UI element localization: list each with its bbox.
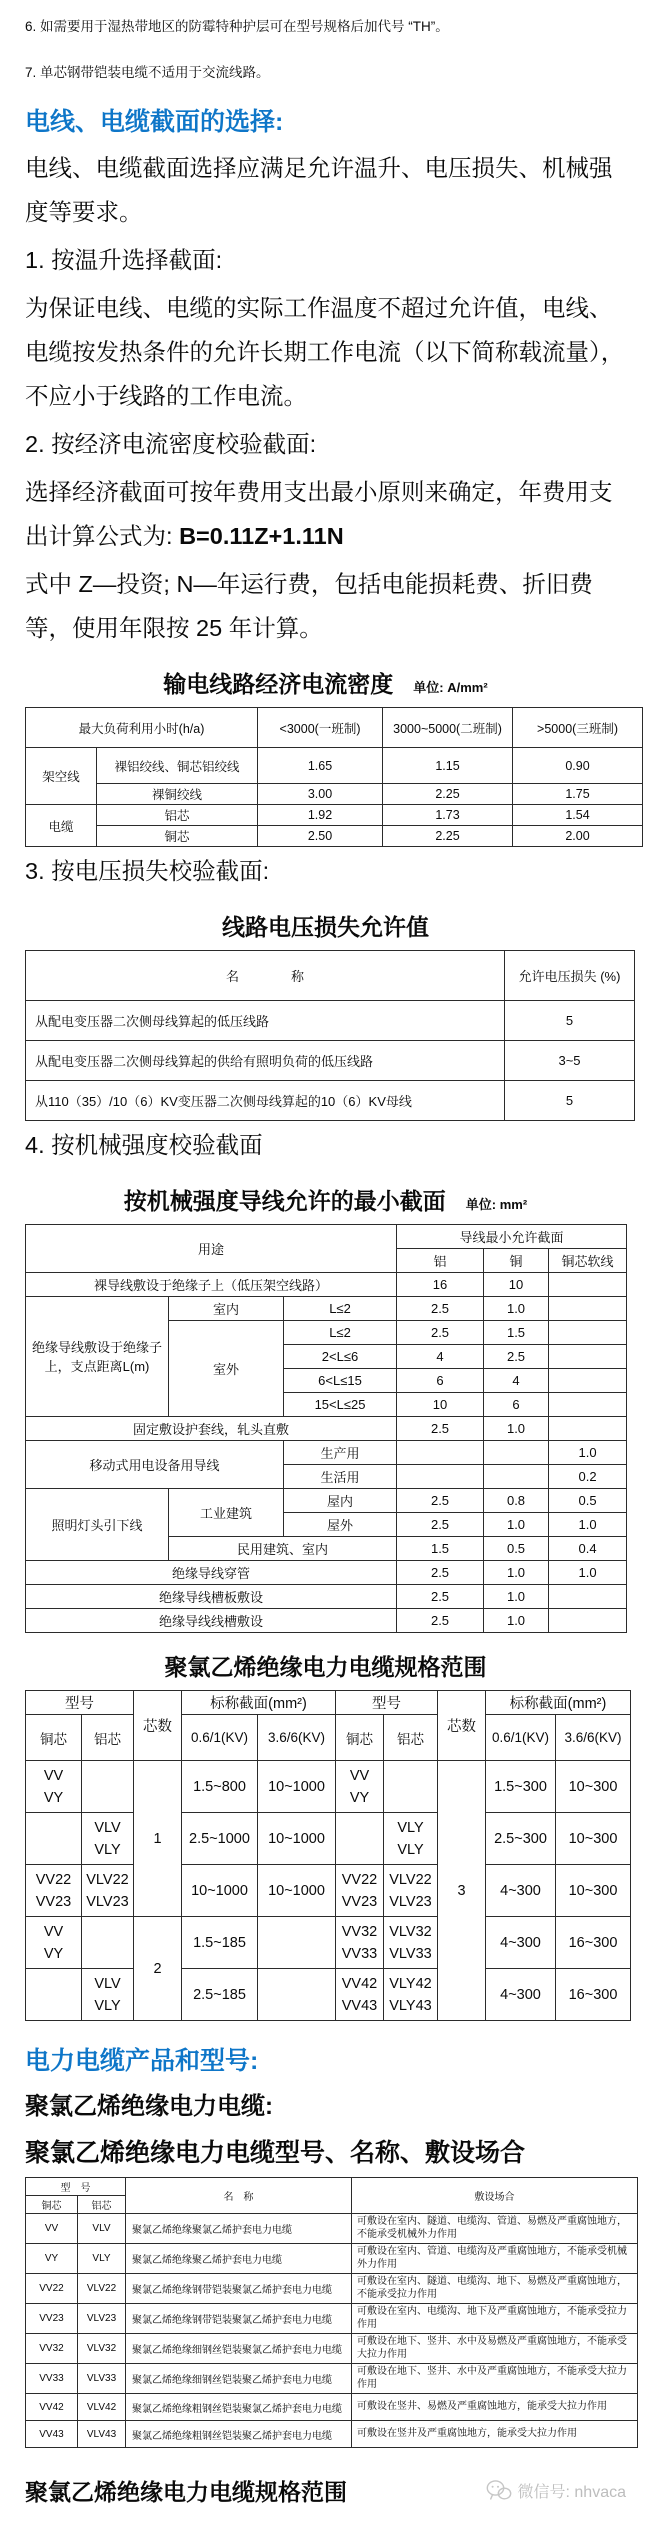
heading-pvc-cable: 聚氯乙烯绝缘电力电缆: <box>25 2093 273 2120</box>
table-row <box>26 2421 638 2448</box>
table-row <box>26 2178 638 2196</box>
cell-place: 可敷设在室内、管道、电缆沟及严重腐蚀地方，不能承受机械外力作用 <box>352 2244 638 2274</box>
cell-model: VLV33 <box>78 2364 126 2394</box>
heading-sub-2: 2. 按经济电流密度校验截面: <box>25 431 317 457</box>
heading-pvc-cable-model-table: 聚氯乙烯绝缘电力电缆型号、名称、敷设场合 <box>25 2139 526 2167</box>
cell-model: VLV43 <box>78 2421 126 2448</box>
cell-model: VV <box>26 2214 78 2244</box>
cell-empty <box>258 1917 336 1969</box>
cell-empty <box>26 1969 82 2021</box>
paragraph-intro: 电线、电缆截面选择应满足允许温升、电压损失、机械强度等要求。 <box>25 155 613 225</box>
cell: 1.75 <box>513 784 643 805</box>
cell-empty <box>549 1345 627 1369</box>
paragraph-economic <box>25 470 626 558</box>
cell-empty <box>549 1585 627 1609</box>
cell-place: 可敷设在室内、电缆沟、地下及严重腐蚀地方，不能承受拉力作用 <box>352 2304 638 2334</box>
cell: 10~300 <box>556 1865 631 1917</box>
cell: L≤2 <box>284 1321 397 1345</box>
cell-model: VV43 <box>26 2421 78 2448</box>
cell-header: 名 称 <box>126 2178 352 2214</box>
cell-model: VV42 <box>26 2394 78 2421</box>
table-row <box>26 1865 631 1917</box>
cell-use: 绝缘导线槽板敷设 <box>26 1585 397 1609</box>
watermark <box>485 2479 627 2502</box>
heading-section-selection: 电线、电缆截面的选择: <box>25 108 284 136</box>
cell: 2.5 <box>397 1489 484 1513</box>
cell: 2.5 <box>397 1321 484 1345</box>
cell: 1.15 <box>383 748 513 784</box>
mechanical-strength-min-section-table <box>25 1224 627 1633</box>
paragraph-formula-note: 式中 Z—投资; N—年运行费，包括电能损耗费、折旧费等，使用年限按 25 年计算。 <box>25 571 593 641</box>
cell-use: 固定敷设护套线，轧头直敷 <box>26 1417 397 1441</box>
cell-model: VLV <box>78 2214 126 2244</box>
table2-title: 线路电压损失允许值 <box>222 914 429 940</box>
cell: 4~300 <box>486 1969 556 2021</box>
cell-model: VV22 <box>26 2274 78 2304</box>
note-6: 6. 如需要用于湿热带地区的防霉特种护层可在型号规格后加代号 “TH”。 <box>25 19 449 34</box>
cell-models: VV VY <box>336 1761 384 1813</box>
cell-model: VLV23 <box>78 2304 126 2334</box>
cell-place: 可敷设在竖井及严重腐蚀地方，能承受大拉力作用 <box>352 2421 638 2448</box>
table1-unit-label: 单位: A/mm² <box>413 680 488 695</box>
cell: 1.0 <box>484 1417 549 1441</box>
cell: 1.54 <box>513 805 643 826</box>
cell: 4~300 <box>486 1917 556 1969</box>
cell-name: 聚氯乙烯绝缘钢带铠装聚氯乙烯护套电力电缆 <box>126 2304 352 2334</box>
cell: 2.5 <box>397 1609 484 1633</box>
cell-models: VLV32 VLV33 <box>384 1917 438 1969</box>
cell-model: VLV22 <box>78 2274 126 2304</box>
heading-sub-1: 1. 按温升选择截面: <box>25 247 223 273</box>
cell-group: 架空线 <box>26 748 97 805</box>
cell-name: 聚氯乙烯绝缘粗钢丝铠装聚乙烯护套电力电缆 <box>126 2421 352 2448</box>
cell: 16~300 <box>556 1917 631 1969</box>
cell: 10~1000 <box>182 1865 258 1917</box>
cell: 裸铜绞线 <box>97 784 258 805</box>
cell: 从配电变压器二次侧母线算起的供给有照明负荷的低压线路 <box>26 1041 505 1081</box>
table-row <box>26 2334 638 2364</box>
cell: 1.0 <box>484 1609 549 1633</box>
cell: 0.5 <box>549 1489 627 1513</box>
table-row <box>26 2394 638 2421</box>
cell-use: 民用建筑、室内 <box>169 1537 397 1561</box>
cell-empty <box>397 1465 484 1489</box>
table-row <box>26 1813 631 1865</box>
cell-header: 铜 <box>484 1249 549 1273</box>
cell-name: 聚氯乙烯绝缘钢带铠装聚氯乙烯护套电力电缆 <box>126 2274 352 2304</box>
cell-models: VV32 VV33 <box>336 1917 384 1969</box>
pvc-cable-model-name-table <box>25 2177 638 2448</box>
cell-group: 移动式用电设备用导线 <box>26 1441 284 1489</box>
cell-cores: 3 <box>438 1761 486 2021</box>
cell: 4~300 <box>486 1865 556 1917</box>
cell: 16 <box>397 1273 484 1297</box>
table1-title: 输电线路经济电流密度 <box>163 671 394 697</box>
caption-voltage-loss <box>25 909 626 942</box>
cell-models: VV VY <box>26 1761 82 1813</box>
table-row <box>26 1917 631 1969</box>
cell: 2.5 <box>397 1513 484 1537</box>
cell: 0.2 <box>549 1465 627 1489</box>
cell: 10~1000 <box>258 1865 336 1917</box>
cell: 1.0 <box>484 1513 549 1537</box>
cell-empty <box>258 1969 336 2021</box>
cell-empty <box>397 1441 484 1465</box>
table-row <box>26 1691 631 1715</box>
heading-sub-4: 4. 按机械强度校验截面 <box>25 1132 263 1158</box>
cell-header: 芯数 <box>438 1691 486 1761</box>
cell: 铝芯 <box>97 805 258 826</box>
cell-empty <box>336 1813 384 1865</box>
cell-header: 铝芯 <box>384 1715 438 1761</box>
cell: 1.5 <box>397 1537 484 1561</box>
note-7: 7. 单芯钢带铠装电缆不适用于交流线路。 <box>25 65 270 80</box>
caption-spec-range <box>25 1649 626 1682</box>
cell-header: >5000(三班制) <box>513 708 643 748</box>
cell: 1.0 <box>549 1513 627 1537</box>
cell: 2.5~185 <box>182 1969 258 2021</box>
table-row <box>26 1441 627 1465</box>
table-row <box>26 2214 638 2244</box>
caption-economic-current-density <box>25 666 626 699</box>
table-row <box>26 1609 627 1633</box>
table-row <box>26 1225 627 1249</box>
cell: 2.5~1000 <box>182 1813 258 1865</box>
cell-empty <box>82 1917 134 1969</box>
cell-model: VV23 <box>26 2304 78 2334</box>
cell: 1.0 <box>484 1561 549 1585</box>
paragraph-temp-rise: 为保证电线、电缆的实际工作温度不超过允许值，电线、电缆按发热条件的允许长期工作电流（以下简称载流量），不应小于线路的工作电流。 <box>25 295 625 409</box>
table-row <box>26 1081 635 1121</box>
wechat-icon <box>485 2479 512 2502</box>
table-row <box>26 2304 638 2334</box>
cell: 生产用 <box>284 1441 397 1465</box>
cell: 3.00 <box>258 784 383 805</box>
table-row <box>26 805 643 826</box>
cell: 2.5 <box>484 1345 549 1369</box>
cell: 6 <box>484 1393 549 1417</box>
cell: 生活用 <box>284 1465 397 1489</box>
cell: 10~1000 <box>258 1813 336 1865</box>
cell-use: 绝缘导线穿管 <box>26 1561 397 1585</box>
table3-unit-label: 单位: mm² <box>465 1197 528 1212</box>
cell: 3~5 <box>505 1041 635 1081</box>
cell-models: VV VY <box>26 1917 82 1969</box>
cell-models: VLY42 VLY43 <box>384 1969 438 2021</box>
formula-annual-cost: B=0.11Z+1.11N <box>179 523 344 549</box>
heading-sub-3: 3. 按电压损失校验截面: <box>25 858 270 884</box>
cell: 2<L≤6 <box>284 1345 397 1369</box>
cell: 1.73 <box>383 805 513 826</box>
cell: 5 <box>505 1081 635 1121</box>
cell-place: 可敷设在地下、竖井、水中及易燃及严重腐蚀地方，不能承受大拉力作用 <box>352 2334 638 2364</box>
cell: 2.00 <box>513 826 643 847</box>
paragraph-economic-text: 选择经济截面可按年费用支出最小原则来确定，年费用支出计算公式为: <box>25 479 613 549</box>
cell: 4 <box>397 1345 484 1369</box>
cell-header: <3000(一班制) <box>258 708 383 748</box>
cell-models: VLV VLY <box>82 1969 134 2021</box>
cell-header: 型号 <box>26 1691 134 1715</box>
cell: 10 <box>397 1393 484 1417</box>
cell-group: 照明灯头引下线 <box>26 1489 169 1561</box>
cell-header: 最大负荷利用小时(h/a) <box>26 708 258 748</box>
cell: 1.0 <box>549 1441 627 1465</box>
cell: 5 <box>505 1001 635 1041</box>
cell-models: VV42 VV43 <box>336 1969 384 2021</box>
table-row <box>26 1417 627 1441</box>
cell-header: 用途 <box>26 1225 397 1273</box>
cell-models: VLY VLY <box>384 1813 438 1865</box>
table-row <box>26 2274 638 2304</box>
cell-header: 型号 <box>336 1691 438 1715</box>
cell: 0.8 <box>484 1489 549 1513</box>
table-row <box>26 951 635 1001</box>
cell: 1.92 <box>258 805 383 826</box>
cell-models: VLV22 VLV23 <box>82 1865 134 1917</box>
table-row <box>26 748 643 784</box>
table4-title: 聚氯乙烯绝缘电力电缆规格范围 <box>164 1654 487 1680</box>
table-row <box>26 1969 631 2021</box>
cell: 10~1000 <box>258 1761 336 1813</box>
cell-header: 型 号 <box>26 2178 126 2196</box>
table3-title: 按机械强度导线允许的最小截面 <box>123 1188 446 1214</box>
cell-name: 聚氯乙烯绝缘细钢丝铠装聚乙烯护套电力电缆 <box>126 2364 352 2394</box>
cell: 从配电变压器二次侧母线算起的低压线路 <box>26 1001 505 1041</box>
cell: 1.0 <box>484 1297 549 1321</box>
cell: 1.65 <box>258 748 383 784</box>
cell-empty <box>384 1761 438 1813</box>
cell-model: VLY <box>78 2244 126 2274</box>
table-row <box>26 2244 638 2274</box>
cell-header: 铜芯 <box>26 1715 82 1761</box>
cell: 10~300 <box>556 1813 631 1865</box>
cell-header: 铝芯 <box>78 2196 126 2214</box>
cell-header: 0.6/1(KV) <box>182 1715 258 1761</box>
cell-empty <box>26 1813 82 1865</box>
cell-use: 裸导线敷设于绝缘子上（低压架空线路） <box>26 1273 397 1297</box>
cell: 屋内 <box>284 1489 397 1513</box>
cell: 0.5 <box>484 1537 549 1561</box>
cell: 铜芯 <box>97 826 258 847</box>
cell-header: 标称截面(mm²) <box>182 1691 336 1715</box>
cell-header: 导线最小允许截面 <box>397 1225 627 1249</box>
cell-header: 0.6/1(KV) <box>486 1715 556 1761</box>
footer <box>25 2474 626 2507</box>
cell: 1.5~800 <box>182 1761 258 1813</box>
cell-header: 名 称 <box>26 951 505 1001</box>
cell: 15<L≤25 <box>284 1393 397 1417</box>
table-row <box>26 1715 631 1761</box>
cell-empty <box>549 1297 627 1321</box>
cell: 2.5~300 <box>486 1813 556 1865</box>
table-row <box>26 1585 627 1609</box>
cell-models: VLV VLY <box>82 1813 134 1865</box>
cell-header: 3.6/6(KV) <box>556 1715 631 1761</box>
cell-empty <box>549 1321 627 1345</box>
cell: 屋外 <box>284 1513 397 1537</box>
cell: 0.90 <box>513 748 643 784</box>
cell-name: 聚氯乙烯绝缘聚乙烯护套电力电缆 <box>126 2244 352 2274</box>
cell: 6<L≤15 <box>284 1369 397 1393</box>
cell: 6 <box>397 1369 484 1393</box>
cell-empty <box>484 1441 549 1465</box>
cell: 1.5~185 <box>182 1917 258 1969</box>
cell: 室内 <box>169 1297 284 1321</box>
cell-models: VV22 VV23 <box>336 1865 384 1917</box>
economic-current-density-table <box>25 707 643 847</box>
cell-group: 工业建筑 <box>169 1489 284 1537</box>
cell-header: 允许电压损失 (%) <box>505 951 635 1001</box>
table-row <box>26 1489 627 1513</box>
cell: 1.5 <box>484 1321 549 1345</box>
cell-empty <box>484 1465 549 1489</box>
cell-name: 聚氯乙烯绝缘粗钢丝铠装聚氯乙烯护套电力电缆 <box>126 2394 352 2421</box>
cell: 2.25 <box>383 826 513 847</box>
cell: 2.5 <box>397 1417 484 1441</box>
cell: 2.5 <box>397 1561 484 1585</box>
cell-model: VV32 <box>26 2334 78 2364</box>
cell-empty <box>82 1761 134 1813</box>
cell: 2.5 <box>397 1297 484 1321</box>
cell: L≤2 <box>284 1297 397 1321</box>
pvc-cable-spec-range-table <box>25 1690 631 2021</box>
cell: 4 <box>484 1369 549 1393</box>
cell-empty <box>549 1369 627 1393</box>
cell: 10 <box>484 1273 549 1297</box>
cell-header: 标称截面(mm²) <box>486 1691 631 1715</box>
cell-models: VV22 VV23 <box>26 1865 82 1917</box>
cell: 从110（35）/10（6）KV变压器二次侧母线算起的10（6）KV母线 <box>26 1081 505 1121</box>
cell-place: 可敷设在室内、隧道、电缆沟、管道、易燃及严重腐蚀地方，不能承受机械外力作用 <box>352 2214 638 2244</box>
cell-empty <box>549 1273 627 1297</box>
watermark-text: 微信号: nhvaca <box>517 2484 626 2501</box>
heading-power-cable-products: 电力电缆产品和型号: <box>25 2047 259 2075</box>
table-row <box>26 1561 627 1585</box>
table-row <box>26 784 643 805</box>
cell: 裸铝绞线、铜芯铝绞线 <box>97 748 258 784</box>
table-row <box>26 708 643 748</box>
cell-name: 聚氯乙烯绝缘细钢丝铠装聚氯乙烯护套电力电缆 <box>126 2334 352 2364</box>
cell-header: 3.6/6(KV) <box>258 1715 336 1761</box>
cell-header: 铜芯 <box>26 2196 78 2214</box>
cell-place: 可敷设在地下、竖井、水中及严重腐蚀地方，不能承受大拉力作用 <box>352 2364 638 2394</box>
cell-model: VY <box>26 2244 78 2274</box>
cell-header: 敷设场合 <box>352 2178 638 2214</box>
caption-mechanical-strength <box>25 1183 626 1216</box>
cell: 2.5 <box>397 1585 484 1609</box>
table-row <box>26 1273 627 1297</box>
voltage-loss-table <box>25 950 635 1121</box>
cell-header: 铝 <box>397 1249 484 1273</box>
cell-header: 3000~5000(二班制) <box>383 708 513 748</box>
cell: 10~300 <box>556 1761 631 1813</box>
table-row <box>26 1001 635 1041</box>
cell-header: 铝芯 <box>82 1715 134 1761</box>
cell: 2.50 <box>258 826 383 847</box>
cell: 1.5~300 <box>486 1761 556 1813</box>
cell-header: 铜芯软线 <box>549 1249 627 1273</box>
cell-group: 室外 <box>169 1321 284 1417</box>
cell-name: 聚氯乙烯绝缘聚氯乙烯护套电力电缆 <box>126 2214 352 2244</box>
cell-empty <box>549 1417 627 1441</box>
table-row <box>26 826 643 847</box>
cell-use: 绝缘导线线槽敷设 <box>26 1609 397 1633</box>
cell-model: VV33 <box>26 2364 78 2394</box>
table-row <box>26 1041 635 1081</box>
cell-group: 绝缘导线敷设于绝缘子上，支点距离L(m) <box>26 1297 169 1417</box>
cell: 2.25 <box>383 784 513 805</box>
table-row <box>26 1297 627 1321</box>
cell-empty <box>549 1609 627 1633</box>
cell-model: VLV32 <box>78 2334 126 2364</box>
cell: 16~300 <box>556 1969 631 2021</box>
cell-header: 芯数 <box>134 1691 182 1761</box>
cell: 1.0 <box>549 1561 627 1585</box>
cell-models: VLV22 VLV23 <box>384 1865 438 1917</box>
table-row <box>26 1761 631 1813</box>
cell: 0.4 <box>549 1537 627 1561</box>
cell-model: VLV42 <box>78 2394 126 2421</box>
table-row <box>26 2364 638 2394</box>
cell-cores: 2 <box>134 1917 182 2021</box>
footer-next-table-title: 聚氯乙烯绝缘电力电缆规格范围 <box>25 2479 347 2505</box>
cell-cores: 1 <box>134 1761 182 1917</box>
cell-header: 铜芯 <box>336 1715 384 1761</box>
cell-place: 可敷设在室内、隧道、电缆沟、地下、易燃及严重腐蚀地方，不能承受拉力作用 <box>352 2274 638 2304</box>
cell-group: 电缆 <box>26 805 97 847</box>
cell-empty <box>549 1393 627 1417</box>
cell: 1.0 <box>484 1585 549 1609</box>
cell-place: 可敷设在竖井、易燃及严重腐蚀地方，能承受大拉力作用 <box>352 2394 638 2421</box>
